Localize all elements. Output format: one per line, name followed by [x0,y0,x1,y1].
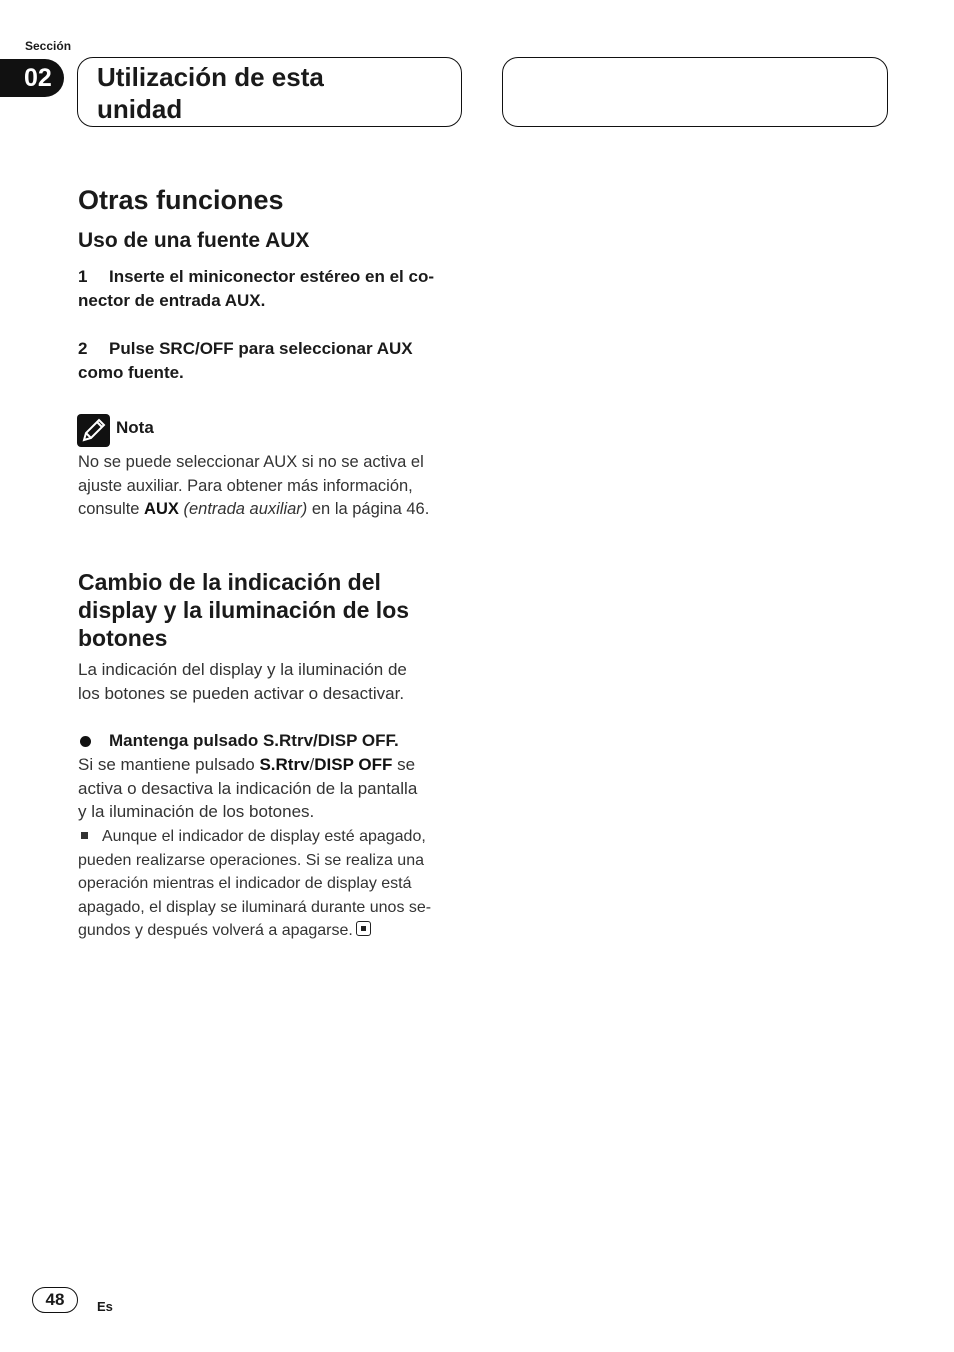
note-text [78,451,466,522]
display-subnote [78,825,466,943]
step-2-line2: como fuente. [78,363,184,382]
sub-line4: apagado, el display se iluminará durante unos se- [78,898,432,916]
desc-bold2: DISP OFF [314,755,393,774]
step-1-line2: nector de entrada AUX. [78,291,266,310]
note-line3-post: en la página 46. [307,500,430,518]
step-1 [78,265,466,313]
sub-line3: operación mientras el indicador de display está [78,875,412,892]
chapter-title-box [77,57,462,127]
page-number: 48 [32,1287,78,1313]
display-intro-line1: La indicación del display y la iluminación de [78,660,407,679]
sub-line1: Aunque el indicador de display esté apagado, [102,828,426,845]
desc-sep: / [309,755,315,774]
aux-heading: Uso de una fuente AUX [78,229,310,252]
note-line2: ajuste auxiliar. Para obtener más información, [78,476,413,495]
display-heading [78,568,466,652]
display-heading-line3: botones [78,625,168,651]
desc-line2: activa o desactiva la indicación de la pantalla [78,778,418,798]
desc-post: se [392,755,416,774]
sub-line5: gundos y después volverá a apagarse. [78,922,353,939]
page-heading: Otras funciones [78,185,284,215]
note-label: Nota [116,418,154,437]
chapter-title-box-empty [502,57,888,127]
display-intro-line2: los botones se pueden activar o desactivar. [78,683,405,703]
desc-bold1: S.Rtrv [259,755,310,774]
note-line1: No se puede seleccionar AUX si no se activa el [78,453,424,471]
chapter-title-line1: Utilización de esta [97,62,324,92]
square-bullet-icon [81,832,88,839]
section-number: 02 [24,64,52,92]
display-description [78,753,466,824]
display-intro [78,658,466,705]
chapter-title-line2: unidad [97,94,183,124]
sub-line2: pueden realizarse operaciones. Si se realiza una [78,851,424,869]
step-2-number: 2 [78,339,88,358]
chapter-title [97,61,324,125]
note-aux-italic: (entrada auxiliar) [183,500,308,518]
bullet-dot-icon [80,736,91,747]
step-1-line1: Inserte el miniconector estéreo en el co- [109,267,435,286]
display-heading-line1: Cambio de la indicación del [78,569,381,595]
step-2 [78,337,466,385]
desc-pre: Si se mantiene pulsado [78,755,260,774]
note-line3-pre: consulte [78,500,145,518]
step-1-number: 1 [78,267,88,286]
pencil-icon [77,414,110,447]
language-code: Es [97,1299,113,1314]
section-number-tab [0,59,64,97]
section-label: Sección [25,39,72,53]
display-heading-line2: display y la iluminación de los [78,597,410,623]
bullet-instruction: Mantenga pulsado S.Rtrv/DISP OFF. [109,731,399,750]
end-mark-icon [356,921,371,936]
note-aux-bold: AUX [144,500,179,518]
desc-line3: y la iluminación de los botones. [78,802,315,821]
step-2-line1: Pulse SRC/OFF para seleccionar AUX [109,339,413,358]
